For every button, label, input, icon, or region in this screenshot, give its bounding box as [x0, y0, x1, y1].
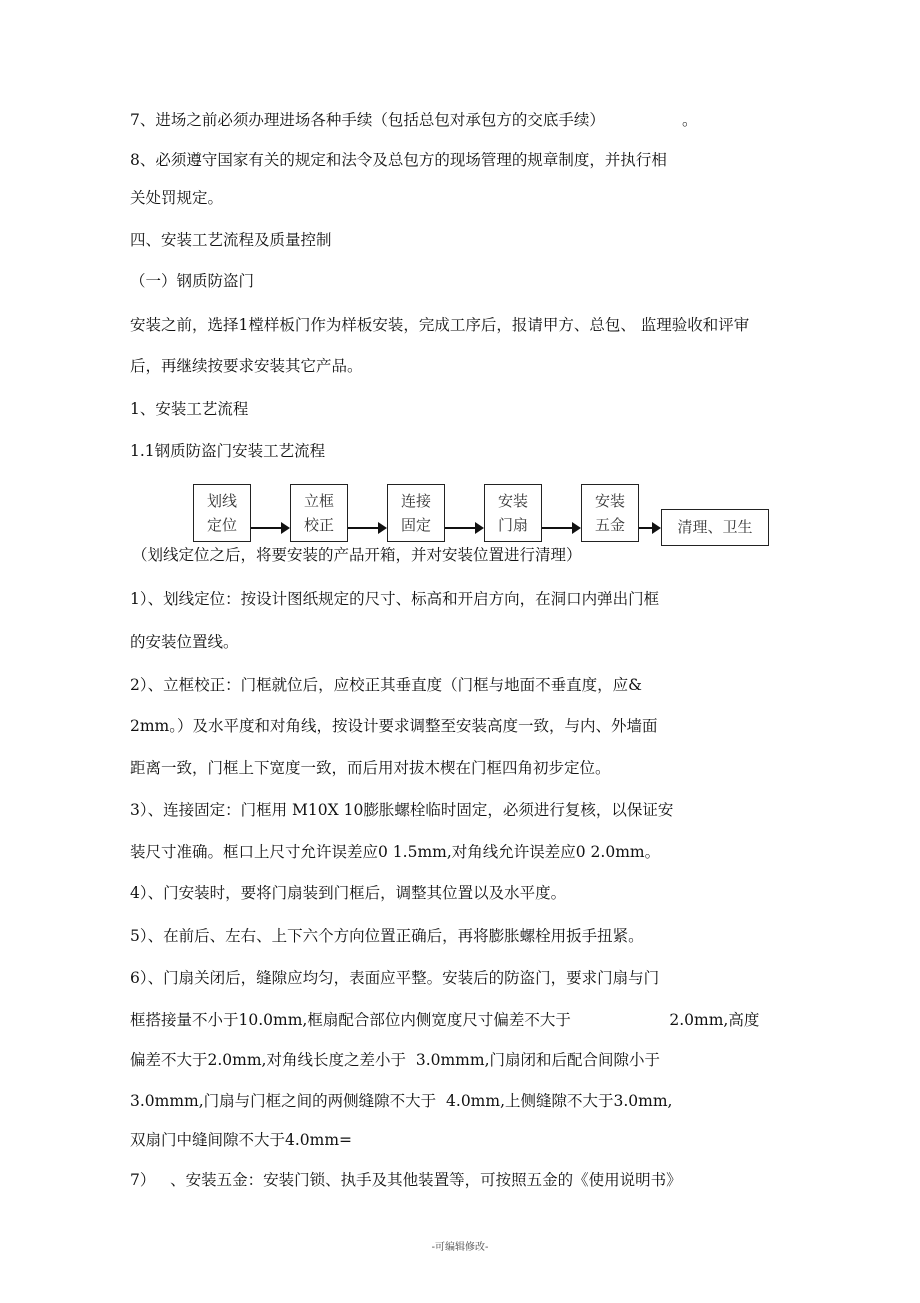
subsection-heading-1: （一）钢质防盗门 — [130, 272, 255, 290]
text-line: 距离一致，门框上下宽度一致，而后用对拔木楔在门框四角初步定位。 — [130, 759, 611, 777]
text-line: 7） 、安装五金：安装门锁、执手及其他装置等，可按照五金的《使用说明书》 — [130, 1171, 682, 1189]
flow-step-text: 门扇 — [497, 516, 528, 534]
flow-step-mark-line — [193, 484, 251, 542]
paragraph-line: 后，再继续按要求安装其它产品。 — [130, 357, 363, 375]
flow-step-text: 校正 — [303, 516, 334, 534]
flow-arrow — [542, 527, 579, 529]
text-line: 框搭接量不小于10.0mm,框扇配合部位内侧宽度尺寸偏差不大于 2.0mm,高度 — [130, 1011, 760, 1029]
flow-step-text: 安装 — [497, 492, 528, 510]
page-footer: -可编辑修改- — [431, 1242, 489, 1253]
text-line: 1）、划线定位：按设计图纸规定的尺寸、标高和开启方向，在洞口内弹出门框 — [130, 590, 660, 608]
flow-step-cleanup — [661, 509, 769, 546]
period-mark: 。 — [682, 111, 698, 129]
flow-arrow — [445, 527, 482, 529]
text-line: 4）、门安装时，要将门扇装到门框后，调整其位置以及水平度。 — [130, 884, 567, 902]
flow-step-install-leaf — [484, 484, 542, 542]
flow-step-connect-fix — [387, 484, 445, 542]
heading-1: 1、安装工艺流程 — [130, 400, 249, 418]
text-line: 偏差不大于2.0mm,对角线长度之差小于 3.0mmm,门扇闭和后配合间隙小于 — [130, 1051, 660, 1069]
flow-arrow — [251, 527, 288, 529]
flow-arrow — [639, 527, 659, 529]
text-line-8-cont: 关处罚规定。 — [130, 189, 224, 207]
paragraph-line: 安装之前，选择1樘样板门作为样板安装，完成工序后，报请甲方、总包、 监理验收和评审 — [130, 316, 750, 334]
heading-1-1: 1.1钢质防盗门安装工艺流程 — [130, 442, 326, 460]
flow-arrow — [348, 527, 385, 529]
flow-step-text: 立框 — [303, 492, 334, 510]
text-line-7: 7、进场之前必须办理进场各种手续（包括总包对承包方的交底手续） — [130, 111, 605, 129]
flow-step-frame-correct — [290, 484, 348, 542]
flow-step-text: 五金 — [594, 516, 625, 534]
text-line: 装尺寸准确。框口上尺寸允许误差应0 1.5mm,对角线允许误差应0 2.0mm。 — [130, 843, 661, 861]
flow-step-text: 划线 — [206, 492, 237, 510]
flow-note: （划线定位之后，将要安装的产品开箱，并对安装位置进行清理） — [132, 546, 582, 564]
text-line: 5）、在前后、左右、上下六个方向位置正确后，再将膨胀螺栓用扳手扭紧。 — [130, 927, 644, 945]
text-line-8: 8、必须遵守国家有关的规定和法令及总包方的现场管理的规章制度，并执行相 — [130, 151, 667, 169]
text-line: 2）、立框校正：门框就位后，应校正其垂直度（门框与地面不垂直度，应& — [130, 676, 642, 694]
section-heading-4: 四、安装工艺流程及质量控制 — [130, 231, 332, 249]
flow-step-text: 固定 — [400, 516, 431, 534]
flow-step-install-hardware — [581, 484, 639, 542]
flow-step-text: 连接 — [400, 492, 431, 510]
text-line: 6）、门扇关闭后，缝隙应均匀，表面应平整。安装后的防盗门，要求门扇与门 — [130, 969, 660, 987]
flow-step-text: 安装 — [594, 492, 625, 510]
text-line: 双扇门中缝间隙不大于4.0mm= — [130, 1131, 353, 1149]
flow-step-text: 定位 — [206, 516, 237, 534]
flow-step-text: 清理、卫生 — [677, 518, 753, 536]
text-line: 2mm。）及水平度和对角线，按设计要求调整至安装高度一致，与内、外墙面 — [130, 717, 658, 735]
text-line: 3）、连接固定：门框用 M10X 10膨胀螺栓临时固定，必须进行复核，以保证安 — [130, 801, 674, 819]
text-line: 的安装位置线。 — [130, 633, 239, 651]
text-line: 3.0mmm,门扇与门框之间的两侧缝隙不大于 4.0mm,上侧缝隙不大于3.0mm, — [130, 1092, 673, 1110]
